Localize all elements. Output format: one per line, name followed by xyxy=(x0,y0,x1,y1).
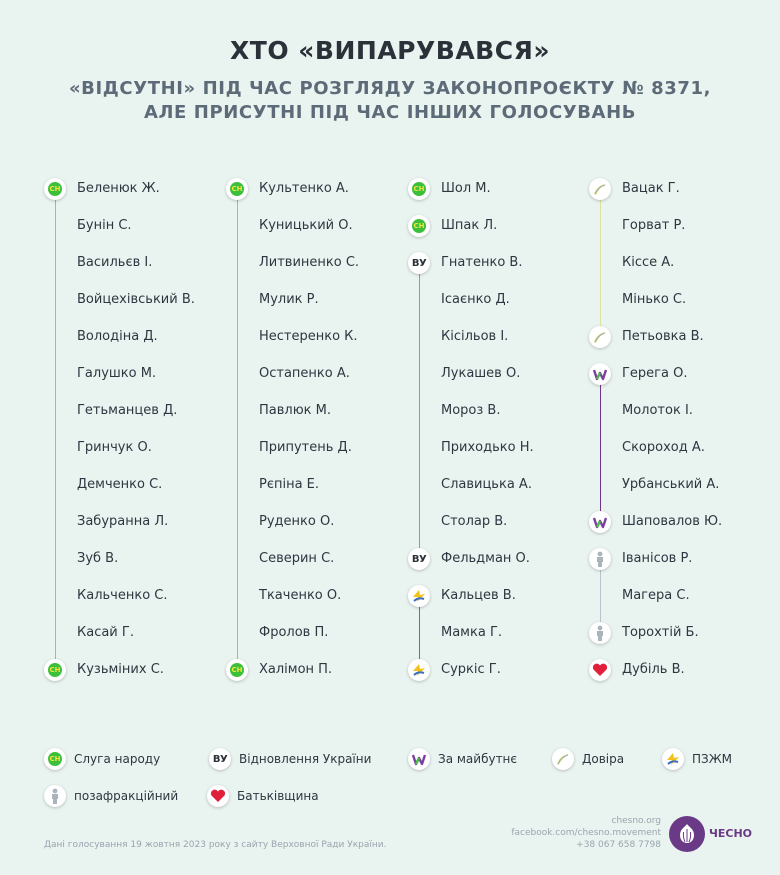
sluha-narodu-icon: СН xyxy=(44,748,66,770)
list-item xyxy=(226,393,416,430)
sluha-narodu-icon: СН xyxy=(44,659,66,681)
deputy-name: Бунін С. xyxy=(77,218,132,233)
deputy-name: Руденко О. xyxy=(259,514,335,529)
list-item xyxy=(589,208,779,245)
dovira-icon xyxy=(589,178,611,200)
chesno-logo-text: ЧЕСНО xyxy=(709,827,753,840)
pzzhm-icon xyxy=(408,659,430,681)
phone: +38 067 658 7798 xyxy=(576,840,661,850)
list-item xyxy=(589,393,779,430)
list-item xyxy=(589,430,779,467)
deputy-name: Беленюк Ж. xyxy=(77,181,160,196)
list-item xyxy=(44,393,234,430)
column-3 xyxy=(408,171,598,691)
deputy-name: Петьовка В. xyxy=(622,329,704,344)
list-item xyxy=(408,578,598,615)
deputy-name: Мороз В. xyxy=(441,403,501,418)
legend-label: Батьківщина xyxy=(237,789,319,803)
list-item xyxy=(589,319,779,356)
person-icon xyxy=(589,548,611,570)
subtitle-line-2: АЛЕ ПРИСУТНІ ПІД ЧАС ІНШИХ ГОЛОСУВАНЬ xyxy=(143,102,637,123)
deputy-name: Остапенко А. xyxy=(259,366,350,381)
list-item xyxy=(44,541,234,578)
legend-label: Відновлення України xyxy=(239,752,372,766)
deputy-name: Халімон П. xyxy=(259,662,333,677)
list-item xyxy=(408,652,598,689)
deputy-name: Касай Г. xyxy=(77,625,134,640)
deputy-name: Дубіль В. xyxy=(622,662,685,677)
deputy-name: Литвиненко С. xyxy=(259,255,360,270)
deputy-name: Мінько С. xyxy=(622,292,687,307)
deputy-name: Куницький О. xyxy=(259,218,353,233)
deputy-name: Славицька А. xyxy=(441,477,532,492)
facebook-link[interactable]: facebook.com/chesno.movement xyxy=(511,828,661,838)
column-4 xyxy=(589,171,779,691)
list-item xyxy=(44,319,234,356)
deputy-name: Шол М. xyxy=(441,181,491,196)
deputy-name: Фролов П. xyxy=(259,625,329,640)
list-item xyxy=(408,282,598,319)
list-item xyxy=(44,171,234,208)
list-item xyxy=(44,504,234,541)
person-icon xyxy=(44,785,66,807)
list-item xyxy=(408,356,598,393)
list-item xyxy=(408,319,598,356)
list-item xyxy=(226,171,416,208)
list-item xyxy=(408,245,598,282)
list-item xyxy=(226,615,416,652)
vidnovlennia-ukrainy-icon: ВУ xyxy=(408,252,430,274)
legend-label: позафракційний xyxy=(74,789,179,803)
page-title: ХТО «ВИПАРУВАВСЯ» xyxy=(230,36,550,65)
deputy-name: Зуб В. xyxy=(77,551,119,566)
list-item xyxy=(589,615,779,652)
heart-icon xyxy=(589,659,611,681)
deputy-name: Васильєв І. xyxy=(77,255,153,270)
za-maibutnie-icon xyxy=(589,363,611,385)
deputy-name: Фельдман О. xyxy=(441,551,530,566)
list-item xyxy=(589,504,779,541)
list-item xyxy=(589,356,779,393)
list-item xyxy=(44,578,234,615)
legend-label: ПЗЖМ xyxy=(692,752,732,766)
deputy-name: Кісільов І. xyxy=(441,329,509,344)
deputy-name: Кіссе А. xyxy=(622,255,675,270)
list-item xyxy=(226,282,416,319)
dovira-icon xyxy=(589,326,611,348)
deputy-name: Кузьміних С. xyxy=(77,662,164,677)
sluha-narodu-icon: СН xyxy=(44,178,66,200)
deputy-name: Кальченко С. xyxy=(77,588,168,603)
list-item xyxy=(226,578,416,615)
column-1 xyxy=(44,171,234,691)
list-item xyxy=(408,393,598,430)
deputy-name: Торохтій Б. xyxy=(622,625,699,640)
subtitle-line-1: «ВІДСУТНІ» ПІД ЧАС РОЗГЛЯДУ ЗАКОНОПРОЄКТУ № 8371, xyxy=(68,78,712,99)
deputy-name: Лукашев О. xyxy=(441,366,521,381)
data-source-note: Дані голосування 19 жовтня 2023 року з сайту Верховної Ради України. xyxy=(44,840,387,850)
list-item xyxy=(226,504,416,541)
list-item xyxy=(226,541,416,578)
deputy-name: Шаповалов Ю. xyxy=(622,514,723,529)
column-2 xyxy=(226,171,416,691)
deputy-name: Гринчук О. xyxy=(77,440,152,455)
sluha-narodu-icon: СН xyxy=(226,178,248,200)
deputy-name: Кальцев В. xyxy=(441,588,516,603)
deputy-name: Молоток І. xyxy=(622,403,693,418)
list-item xyxy=(589,541,779,578)
site-link[interactable]: chesno.org xyxy=(611,816,661,826)
deputy-name: Герега О. xyxy=(622,366,688,381)
list-item xyxy=(408,208,598,245)
deputy-name: Суркіс Г. xyxy=(441,662,501,677)
list-item xyxy=(589,652,779,689)
legend-label: Слуга народу xyxy=(74,752,161,766)
deputy-name: Горват Р. xyxy=(622,218,686,233)
deputy-name: Столар В. xyxy=(441,514,508,529)
za-maibutnie-icon xyxy=(589,511,611,533)
list-item xyxy=(44,467,234,504)
list-item xyxy=(408,615,598,652)
list-item xyxy=(44,282,234,319)
deputy-name: Павлюк М. xyxy=(259,403,331,418)
list-item xyxy=(44,615,234,652)
list-item xyxy=(408,541,598,578)
deputy-name: Ісаєнко Д. xyxy=(441,292,510,307)
heart-icon xyxy=(207,785,229,807)
legend-label: Довіра xyxy=(582,752,625,766)
list-item xyxy=(226,467,416,504)
dovira-icon xyxy=(552,748,574,770)
list-item xyxy=(589,245,779,282)
chesno-logo-icon xyxy=(669,816,705,852)
deputy-name: Володіна Д. xyxy=(77,329,158,344)
list-item xyxy=(226,319,416,356)
sluha-narodu-icon: СН xyxy=(226,659,248,681)
list-item xyxy=(226,208,416,245)
pzzhm-icon xyxy=(662,748,684,770)
pzzhm-icon xyxy=(408,585,430,607)
list-item xyxy=(408,171,598,208)
list-item xyxy=(44,430,234,467)
deputy-name: Урбанський А. xyxy=(622,477,720,492)
deputy-name: Приходько Н. xyxy=(441,440,534,455)
deputy-name: Забуранна Л. xyxy=(77,514,169,529)
list-item xyxy=(589,578,779,615)
list-item xyxy=(226,652,416,689)
deputy-name: Культенко А. xyxy=(259,181,349,196)
deputy-name: Вацак Г. xyxy=(622,181,680,196)
deputy-name: Галушко М. xyxy=(77,366,157,381)
list-item xyxy=(408,504,598,541)
vidnovlennia-ukrainy-icon: ВУ xyxy=(209,748,231,770)
list-item xyxy=(44,208,234,245)
deputy-name: Магера С. xyxy=(622,588,690,603)
list-item xyxy=(226,245,416,282)
deputy-name: Ткаченко О. xyxy=(259,588,342,603)
contacts xyxy=(511,815,661,851)
deputy-name: Іванісов Р. xyxy=(622,551,693,566)
deputy-name: Мамка Г. xyxy=(441,625,503,640)
list-item xyxy=(226,356,416,393)
list-item xyxy=(226,430,416,467)
list-item xyxy=(589,467,779,504)
sluha-narodu-icon: СН xyxy=(408,178,430,200)
deputy-name: Нестеренко К. xyxy=(259,329,358,344)
vidnovlennia-ukrainy-icon: ВУ xyxy=(408,548,430,570)
list-item xyxy=(408,467,598,504)
list-item xyxy=(589,171,779,208)
deputy-name: Северин С. xyxy=(259,551,335,566)
deputy-name: Шпак Л. xyxy=(441,218,498,233)
legend-label: За майбутнє xyxy=(438,752,517,766)
list-item xyxy=(44,652,234,689)
deputy-name: Припутень Д. xyxy=(259,440,352,455)
person-icon xyxy=(589,622,611,644)
deputy-name: Рєпіна Е. xyxy=(259,477,320,492)
deputy-name: Скороход А. xyxy=(622,440,705,455)
sluha-narodu-icon: СН xyxy=(408,215,430,237)
list-item xyxy=(408,430,598,467)
list-item xyxy=(589,282,779,319)
deputy-name: Гетьманцев Д. xyxy=(77,403,178,418)
list-item xyxy=(44,245,234,282)
list-item xyxy=(44,356,234,393)
deputy-name: Гнатенко В. xyxy=(441,255,523,270)
deputy-name: Войцехівський В. xyxy=(77,292,195,307)
deputy-name: Мулик Р. xyxy=(259,292,319,307)
za-maibutnie-icon xyxy=(408,748,430,770)
deputy-name: Демченко С. xyxy=(77,477,163,492)
